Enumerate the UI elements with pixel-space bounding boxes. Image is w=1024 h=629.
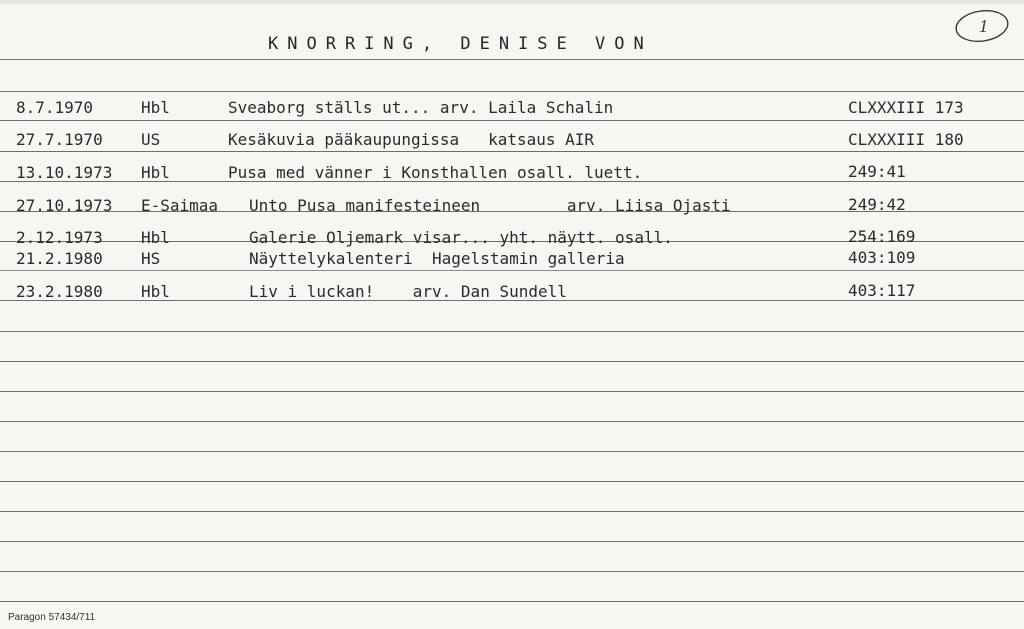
ruled-line xyxy=(0,151,1024,152)
entry-date: 2.12.1973 xyxy=(16,228,103,247)
card-number: 1 xyxy=(979,16,988,36)
ruled-line xyxy=(0,601,1024,602)
ruled-line xyxy=(0,59,1024,60)
ruled-line xyxy=(0,481,1024,482)
entry-paper: E-Saimaa xyxy=(141,196,219,215)
entry-ref: CLXXXIII 173 xyxy=(848,98,964,117)
entry-ref: CLXXXIII 180 xyxy=(848,130,964,149)
ruled-line xyxy=(0,571,1024,572)
card-number-circle xyxy=(952,8,1012,44)
ruled-line xyxy=(0,270,1024,271)
entry-paper: Hbl xyxy=(141,228,170,247)
ruled-line xyxy=(0,511,1024,512)
entry-paper: Hbl xyxy=(141,163,170,182)
ruled-line xyxy=(0,331,1024,332)
ruled-line xyxy=(0,451,1024,452)
ruled-line xyxy=(0,391,1024,392)
entry-text: Galerie Oljemark visar... yht. näytt. osall. xyxy=(249,228,673,247)
entry-ref: 403:109 xyxy=(848,248,916,267)
ruled-line xyxy=(0,361,1024,362)
entry-date: 13.10.1973 xyxy=(16,163,113,182)
entry-paper: Hbl xyxy=(141,98,170,117)
entry-ref: 403:117 xyxy=(848,281,916,300)
entry-date: 8.7.1970 xyxy=(16,98,94,117)
entry-text: Unto Pusa manifesteineen arv. Liisa Ojasti xyxy=(249,196,731,215)
entry-paper: HS xyxy=(141,249,161,268)
entry-text: Sveaborg ställs ut... arv. Laila Schalin xyxy=(228,98,614,117)
entry-text: Näyttelykalenteri Hagelstamin galleria xyxy=(249,249,625,268)
entry-ref: 254:169 xyxy=(848,227,916,246)
entry-date: 27.10.1973 xyxy=(16,196,113,215)
ruled-line xyxy=(0,541,1024,542)
ruled-line xyxy=(0,91,1024,92)
card-footer-printer-mark: Paragon 57434/711 xyxy=(8,612,96,623)
card-title: KNORRING, DENISE VON xyxy=(268,34,653,54)
entry-text: Pusa med vänner i Konsthallen osall. luett. xyxy=(228,163,643,182)
entry-date: 23.2.1980 xyxy=(16,282,103,301)
entry-date: 27.7.1970 xyxy=(16,130,103,149)
entry-date: 21.2.1980 xyxy=(16,249,103,268)
entry-ref: 249:41 xyxy=(848,162,906,181)
entry-text: Kesäkuvia pääkaupungissa katsaus AIR xyxy=(228,130,595,149)
entry-ref: 249:42 xyxy=(848,195,906,214)
entry-paper: US xyxy=(141,130,161,149)
entry-text: Liv i luckan! arv. Dan Sundell xyxy=(249,282,567,301)
ruled-line xyxy=(0,421,1024,422)
card-top-edge xyxy=(0,0,1024,4)
entry-paper: Hbl xyxy=(141,282,170,301)
ruled-line xyxy=(0,120,1024,121)
